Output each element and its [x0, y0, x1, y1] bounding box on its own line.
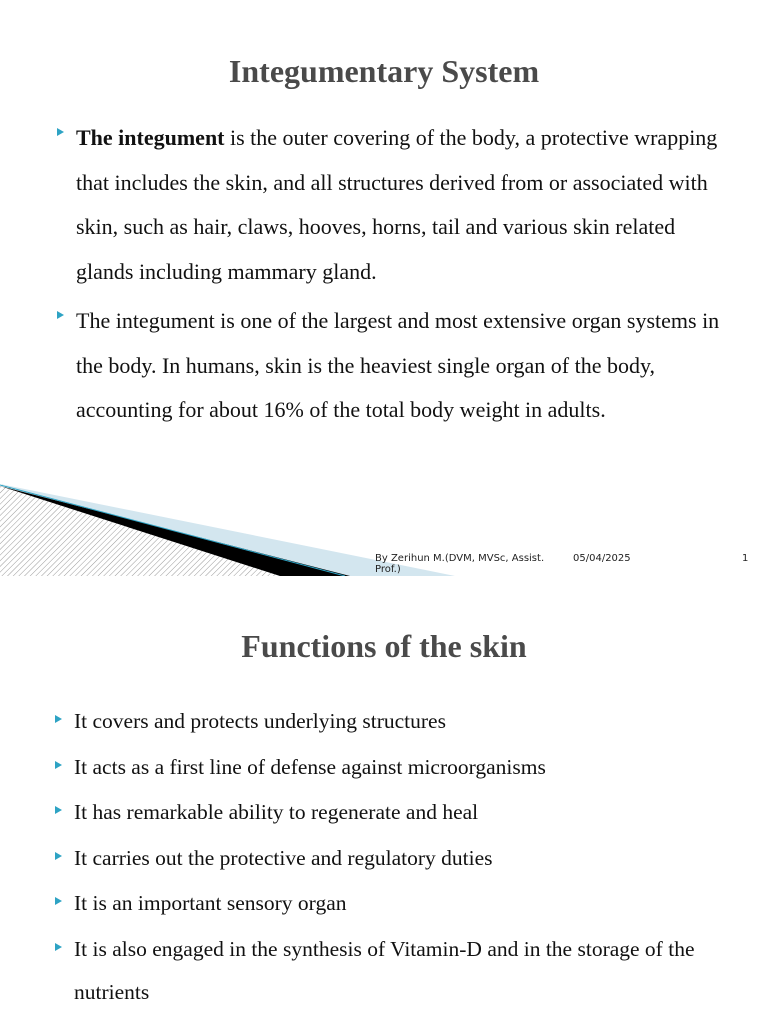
bullet-text: It acts as a first line of defense against microorganisms [74, 754, 546, 779]
bullet-arrow-icon [55, 852, 62, 860]
bullet-item [74, 882, 744, 925]
bullet-arrow-icon [55, 943, 62, 951]
slide-title: Integumentary System [228, 53, 540, 89]
bullet-list [76, 116, 736, 438]
slide-2 [0, 576, 768, 1024]
bullet-text: is the outer covering of the body, a protective wrapping that includes the skin, and all structures derived from or associated with skin, such as hair, claws, hooves, horns, tail and various skin related glands including mammary gland. [76, 125, 718, 284]
bullet-arrow-icon [55, 806, 62, 814]
slide-title: Functions of the skin [241, 628, 527, 664]
bullet-text: It covers and protects underlying structures [74, 709, 446, 733]
footer-page-number: 1 [742, 553, 749, 564]
bullet-item [76, 299, 736, 433]
bullet-arrow-icon [55, 715, 62, 723]
bullet-item [76, 116, 736, 294]
bullet-item [74, 700, 744, 743]
bullet-arrow-icon [57, 128, 64, 136]
bullet-text: It has remarkable ability to regenerate and heal [74, 800, 479, 824]
bullet-item [74, 928, 744, 1014]
bullet-arrow-icon [57, 311, 64, 319]
bullet-text: It is also engaged in the synthesis of Vitamin-D and in the storage of the nutrients [74, 936, 695, 1004]
footer-author: By Zerihun M.(DVM, MVSc, Assist. Prof.) [375, 553, 545, 575]
bullet-item [74, 837, 744, 880]
bullet-item [74, 791, 744, 834]
bullet-arrow-icon [55, 897, 62, 905]
bullet-arrow-icon [55, 761, 62, 769]
bullet-bold-term: The integument [76, 125, 225, 150]
bullet-text: It carries out the protective and regulatory duties [74, 845, 493, 870]
bullet-item [74, 746, 744, 789]
footer-date: 05/04/2025 [573, 553, 631, 564]
bullet-list [74, 700, 744, 1016]
bullet-text: It is an important sensory organ [74, 891, 347, 915]
bullet-text: The integument is one of the largest and most extensive organ systems in the body. In humans, skin is the heaviest single organ of the body, accounting for about 16% of the total body weight in adults. [76, 308, 720, 422]
